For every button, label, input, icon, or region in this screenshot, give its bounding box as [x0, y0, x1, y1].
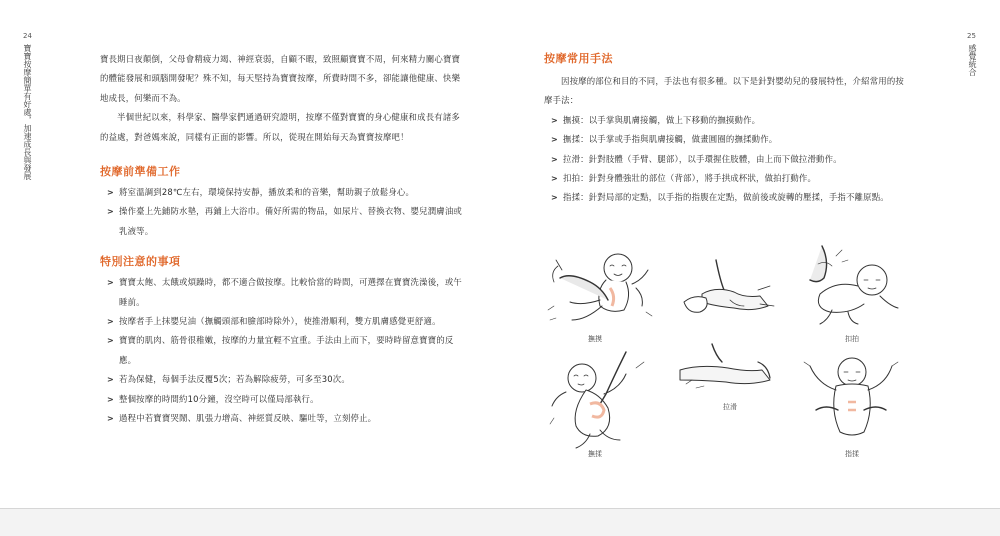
back-patting-illustration — [792, 240, 910, 335]
chevron-right-icon: > — [107, 375, 114, 385]
list-item: > 整個按摩的時間約10分鐘，沒空時可以僅局部執行。 — [100, 390, 462, 409]
arm-slide-illustration — [672, 340, 780, 406]
tummy-rub-illustration — [546, 348, 656, 453]
chevron-right-icon: > — [551, 115, 558, 125]
chevron-right-icon: > — [107, 336, 114, 346]
list-item: > 按摩者手上抹嬰兒油（撫觸頭部和臉部時除外），使推滑順利，雙方肌膚感覺更舒適。 — [100, 312, 462, 331]
list-item: > 撫揉：以手掌或手指與肌膚接觸，做畫圓圈的撫揉動作。 — [544, 130, 906, 149]
list-item: > 撫摸：以手掌與肌膚接觸，做上下移動的撫摸動作。 — [544, 111, 906, 130]
right-running-title: 感覺統合 — [968, 44, 977, 76]
notes-heading: 特別注意的事項 — [100, 255, 181, 269]
right-page-content — [544, 50, 906, 208]
chevron-right-icon: > — [551, 193, 558, 203]
chevron-right-icon: > — [107, 394, 114, 404]
baby-massage-stroke-illustration — [540, 240, 660, 335]
techniques-heading: 按摩常用手法 — [544, 52, 613, 65]
list-item: > 若為保健，每個手法反覆5次；若為解除疲勞，可多至30次。 — [100, 370, 462, 389]
prep-heading: 按摩前準備工作 — [100, 165, 181, 179]
leg-massage-illustration — [672, 252, 780, 330]
bottom-margin — [0, 509, 1000, 536]
chevron-right-icon: > — [107, 188, 114, 198]
chevron-right-icon: > — [551, 154, 558, 164]
left-running-title: 寶寶按摩簡單有好處，加速成長與發展 — [23, 44, 32, 180]
chevron-right-icon: > — [551, 135, 558, 145]
chevron-right-icon: > — [107, 414, 114, 424]
prep-list — [100, 183, 462, 241]
list-item: > 操作臺上先鋪防水墊，再鋪上大浴巾。備好所需的物品，如尿片、替換衣物、嬰兒潤膚油或乳液等。 — [100, 202, 462, 241]
techniques-list — [544, 111, 906, 208]
list-item: > 拉滑：針對肢體（手臂、腿部），以手環握住肢體，由上而下做拉滑動作。 — [544, 150, 906, 169]
list-item: > 指揉：針對局部的定點，以手指的指腹在定點，做前後或旋轉的壓揉，手指不離原點。 — [544, 188, 906, 207]
chevron-right-icon: > — [107, 317, 114, 327]
caption-pat: 扣拍 — [845, 335, 859, 343]
caption-rub: 撫揉 — [588, 450, 602, 458]
right-page-number: 25 — [967, 32, 976, 40]
caption-stroke: 撫摸 — [588, 335, 602, 343]
list-item: > 將室溫調到28℃左右，環境保持安靜，播放柔和的音樂，幫助親子放鬆身心。 — [100, 183, 462, 202]
intro-paragraph-1: 寶長期日夜顛倒，父母會精疲力竭、神經衰弱，自顧不暇，致照顧寶寶不周，何來精力關心寶寶的體能發展和頭腦開發呢？殊不知，每天堅持為寶寶按摩，所費時間不多，卻能讓他健康、快樂地成長，何樂而不為。 — [100, 54, 461, 103]
techniques-intro: 因按摩的部位和目的不同，手法也有很多種。以下是針對嬰幼兒的發展特性，介紹常用的按摩手法： — [544, 76, 904, 106]
chevron-right-icon: > — [551, 174, 558, 184]
list-item: > 扣拍：針對身體強壯的部位（背部），將手拱成杯狀，做拍打動作。 — [544, 169, 906, 188]
caption-slide: 拉滑 — [723, 403, 737, 411]
chevron-right-icon: > — [107, 278, 114, 288]
caption-knead: 指揉 — [845, 450, 859, 458]
list-item: > 過程中若寶寶哭鬧、肌張力增高、神經質反映、驅吐等，立刻停止。 — [100, 409, 462, 428]
list-item: > 寶寶太飽、太餓或煩躁時，都不適合做按摩。比較恰當的時間，可選擇在寶寶洗澡後，或午睡前。 — [100, 273, 462, 312]
intro-paragraph-2: 半個世紀以來，科學家、醫學家們通過研究證明，按摩不僅對寶寶的身心健康和成長有諸多的益處，對爸媽來說，同樣有正面的影響。所以，從現在開始每天為寶寶按摩吧！ — [100, 112, 460, 142]
list-item: > 寶寶的肌肉、筋骨很稚嫩，按摩的力量宜輕不宜重。手法由上而下，要時時留意寶寶的反應。 — [100, 331, 462, 370]
finger-knead-illustration — [796, 350, 908, 450]
left-page-content — [100, 50, 462, 429]
notes-list — [100, 273, 462, 428]
chevron-right-icon: > — [107, 207, 114, 217]
left-page-number: 24 — [23, 32, 32, 40]
